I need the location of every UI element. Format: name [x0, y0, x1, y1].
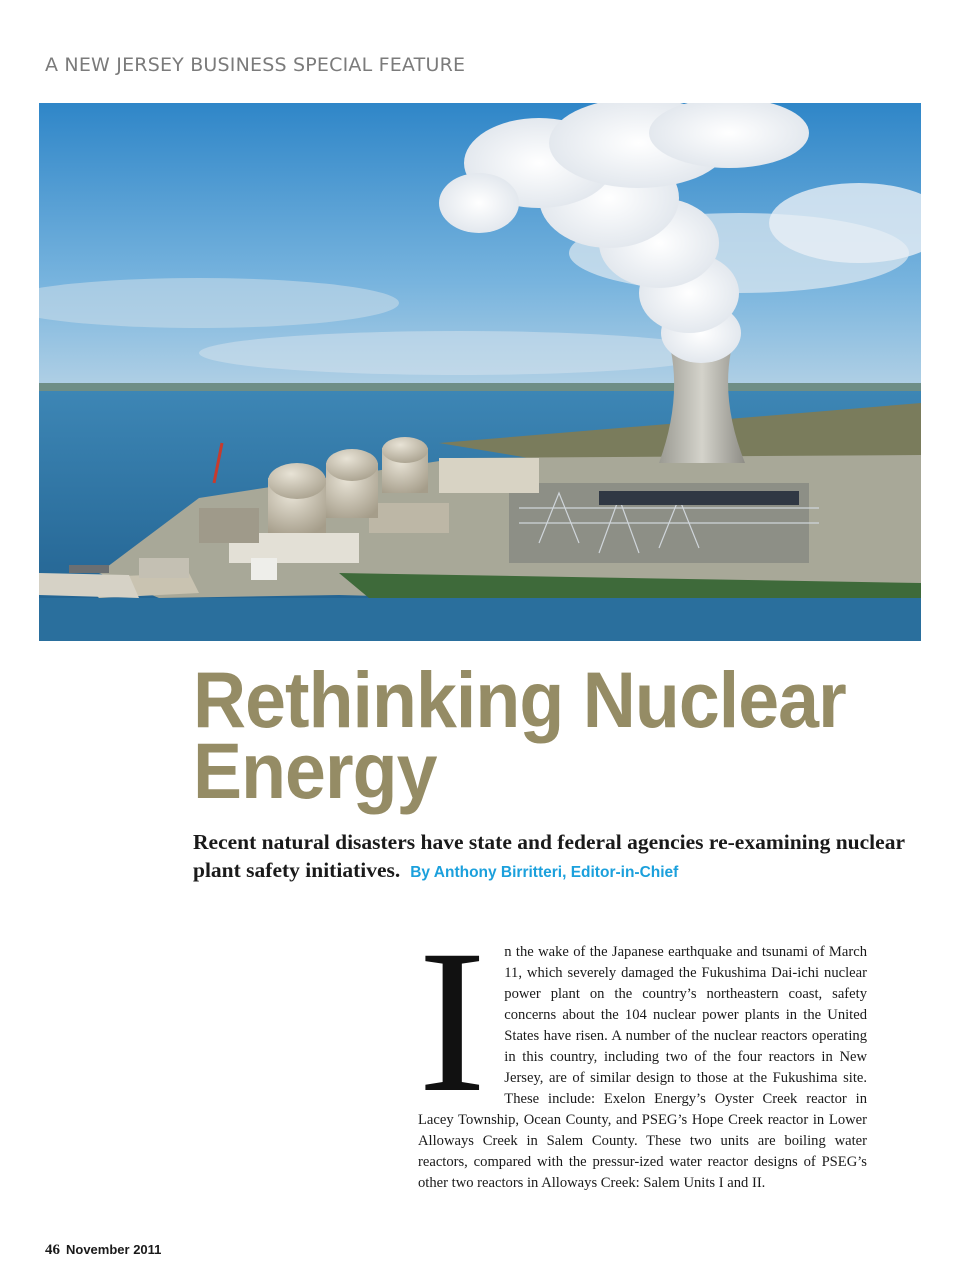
article-deck — [193, 828, 923, 887]
drop-cap: I — [418, 908, 485, 1135]
article-headline: Rethinking Nuclear Energy — [193, 655, 846, 815]
article-body — [418, 908, 867, 1194]
byline: By Anthony Birritteri, Editor-in-Chief — [410, 864, 679, 881]
power-plant-photo — [39, 103, 921, 641]
page-footer — [45, 1242, 161, 1259]
body-paragraph: n the wake of the Japanese earthquake and tsunami of March 11, which severely damaged the Fukushima Dai-ichi nuclear power plant on the country’s northeastern coast, safety concerns about the 104 nuclear power plants in the United States have risen. A number of the nuclear reactors operating in this country, including two of the four reactors in New Jersey, are of similar design to those at the Fukushima site. These include: Exelon Energy’s Oyster Creek reactor in Lacey Township, Ocean County, and PSEG’s Hope Creek reactor in Lower Alloways Creek in Salem County. These two units are boiling water reactors, compared with the pressur-ized water reactor designs of PSEG’s other two reactors in Alloways Creek: Salem Units I and II. — [418, 944, 867, 1191]
deck-text: Recent natural disasters have state and federal agencies re-examining nuclear plant safety initiatives. — [193, 830, 905, 882]
section-kicker: A NEW JERSEY BUSINESS SPECIAL FEATURE — [45, 54, 466, 76]
page-number: 46 — [45, 1242, 60, 1258]
issue-date: November 2011 — [66, 1242, 162, 1257]
